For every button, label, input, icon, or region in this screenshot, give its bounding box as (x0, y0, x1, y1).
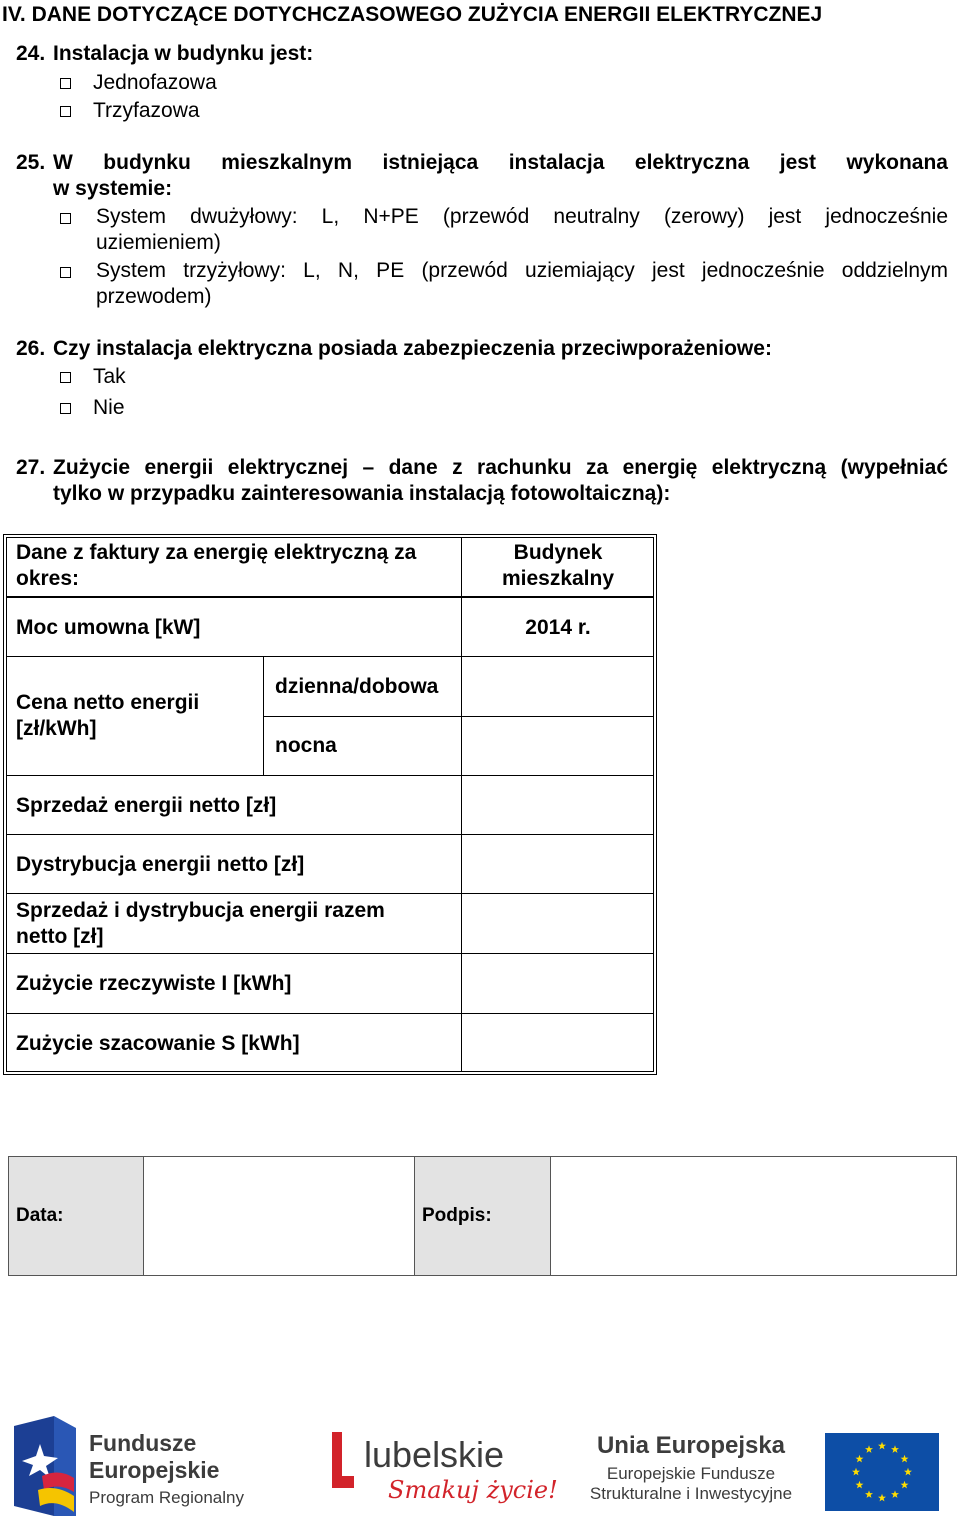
q25-text-line2: w systemie: (53, 177, 173, 200)
checkbox-icon (60, 372, 71, 383)
q24-option-trzyfazowa[interactable] (60, 99, 200, 123)
q25-option2-line1: System trzyżyłowy: L, N, PE (przewód uziemiający jest jednocześnie oddzielnym (96, 259, 948, 282)
option-label: Tak (93, 365, 126, 388)
fe-line1: Fundusze (89, 1430, 197, 1456)
eu-flag-icon (825, 1433, 939, 1511)
section-heading: IV. DANE DOTYCZĄCE DOTYCHCZASOWEGO ZUŻYCIA ENERGII ELEKTRYCZNEJ (2, 3, 823, 26)
date-label: Data: (16, 1205, 64, 1226)
q25-option1-line2: uziemieniem) (96, 231, 221, 254)
q26-option-nie[interactable] (60, 396, 125, 420)
table-header-period: Dane z faktury za energię elektryczną za okres: (16, 541, 417, 590)
q25-option2-line2: przewodem) (96, 285, 212, 308)
table-label-moc: Moc umowna [kW] (16, 616, 201, 639)
table-header-building: Budynek mieszkalny (501, 541, 615, 590)
fundusze-europejskie-logo (14, 1416, 274, 1516)
q27-text-line1: Zużycie energii elektrycznej – dane z rachunku za energię elektryczną (wypełniać (53, 456, 948, 479)
fe-emblem-icon (14, 1416, 76, 1516)
table-input-szacowane[interactable] (463, 1015, 653, 1071)
q25-text-line1: W budynku mieszkalnym istniejąca instalacja elektryczna jest wykonana (53, 151, 948, 174)
q25-number: 25. (16, 151, 46, 174)
table-value-year: 2014 r. (525, 616, 591, 639)
option-label: Trzyfazowa (93, 99, 200, 122)
checkbox-icon[interactable] (60, 211, 71, 229)
checkbox-icon (60, 78, 71, 89)
q24-number: 24. (16, 42, 46, 65)
q24-text: Instalacja w budynku jest: (53, 42, 314, 65)
table-input-razem[interactable] (463, 895, 653, 952)
table-row-label: Sprzedaż i dystrybucja energii razem netto [zł] (16, 899, 385, 948)
q26-number: 26. (16, 337, 46, 360)
table-row-label: Dystrybucja energii netto [zł] (16, 853, 305, 876)
checkbox-icon (60, 403, 71, 414)
lubelskie-name: lubelskie (364, 1434, 505, 1475)
signature-box (8, 1156, 957, 1276)
option-label: Nie (93, 396, 125, 419)
q26-text: Czy instalacja elektryczna posiada zabezpieczenia przeciwporażeniowe: (53, 337, 772, 360)
table-row-label: Sprzedaż energii netto [zł] (16, 794, 277, 817)
q27-text-line2: tylko w przypadku zainteresowania instalacją fotowoltaiczną): (53, 482, 671, 505)
fe-line2: Europejskie (89, 1457, 220, 1483)
table-sub-nocna: nocna (275, 734, 337, 757)
q27-number: 27. (16, 456, 46, 479)
checkbox-icon[interactable] (60, 265, 71, 283)
table-input-nocna[interactable] (463, 718, 653, 774)
ue-line1: Unia Europejska (596, 1432, 786, 1459)
lubelskie-emblem-icon (330, 1432, 356, 1488)
table-row-label: Zużycie szacowanie S [kWh] (16, 1032, 300, 1055)
ue-line3: Strukturalne i Inwestycyjne (589, 1484, 793, 1503)
table-input-dystrybucja[interactable] (463, 836, 653, 892)
table-sub-dzienna: dzienna/dobowa (275, 675, 439, 698)
unia-europejska-text-logo (580, 1432, 802, 1512)
table-input-sprzedaz[interactable] (463, 777, 653, 833)
table-label-cena: Cena netto energii [zł/kWh] (16, 691, 200, 740)
q26-option-tak[interactable] (60, 365, 126, 389)
table-input-rzeczywiste[interactable] (463, 955, 653, 1012)
fe-line3: Program Regionalny (89, 1488, 244, 1507)
table-input-dzienna[interactable] (463, 658, 653, 715)
sign-label: Podpis: (422, 1205, 492, 1226)
signature-field[interactable] (551, 1157, 956, 1275)
ue-line2: Europejskie Fundusze (606, 1464, 776, 1483)
date-field[interactable] (144, 1157, 415, 1275)
checkbox-icon (60, 106, 71, 117)
lubelskie-logo (330, 1430, 558, 1515)
table-row-label: Zużycie rzeczywiste I [kWh] (16, 972, 292, 995)
q24-option-jednofazowa[interactable] (60, 71, 217, 95)
sign-label-cell (415, 1157, 551, 1275)
date-label-cell (9, 1157, 144, 1275)
q25-option1-line1: System dwużyłowy: L, N+PE (przewód neutralny (zerowy) jest jednocześnie (96, 205, 948, 228)
lubelskie-slogan: Smakuj życie! (388, 1476, 558, 1504)
option-label: Jednofazowa (93, 71, 217, 94)
